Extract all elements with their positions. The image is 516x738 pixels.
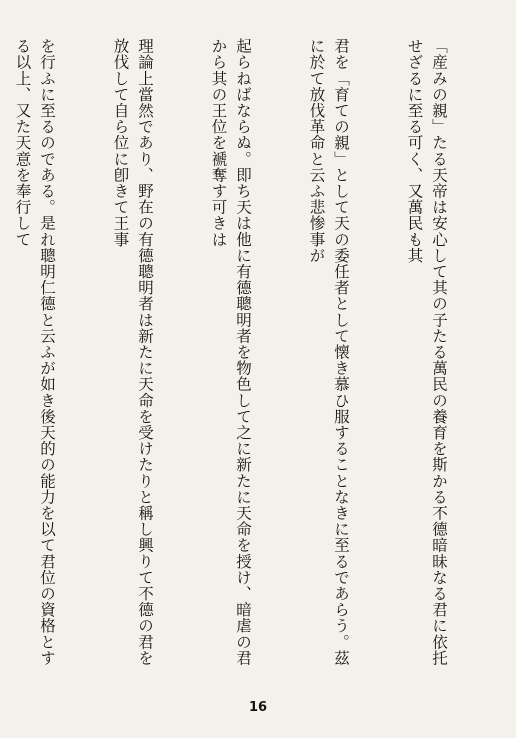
text-line: 起らねばならぬ。即ち天は他に有德聰明者を物色して之に新たに天命を授け、暗虐の君から其の王位を褫奪す可きは [209,38,252,666]
text-line: 君を「育ての親」として天の委任者として懐き慕ひ服することなきに至るであらう。茲に於て放伐革命と云ふ悲惨事が [307,38,350,666]
text-line: 「産みの親」たる天帝は安心して其の子たる萬民の養育を斯かる不德暗昧なる君に依托せざるに至る可く、又萬民も其 [405,38,448,666]
page-number: 16 [248,700,268,715]
text-line: 理論上當然であり、野在の有德聰明者は新たに天命を受けたりと稱し興りて不德の君を放伐して自ら位に卽きて王事 [111,38,154,666]
text-line: を行ふに至るのである。是れ聰明仁德と云ふが如き後天的の能力を以て君位の資格とする以上、又た天意を奉行して [13,38,56,666]
vertical-body-text [13,38,500,678]
